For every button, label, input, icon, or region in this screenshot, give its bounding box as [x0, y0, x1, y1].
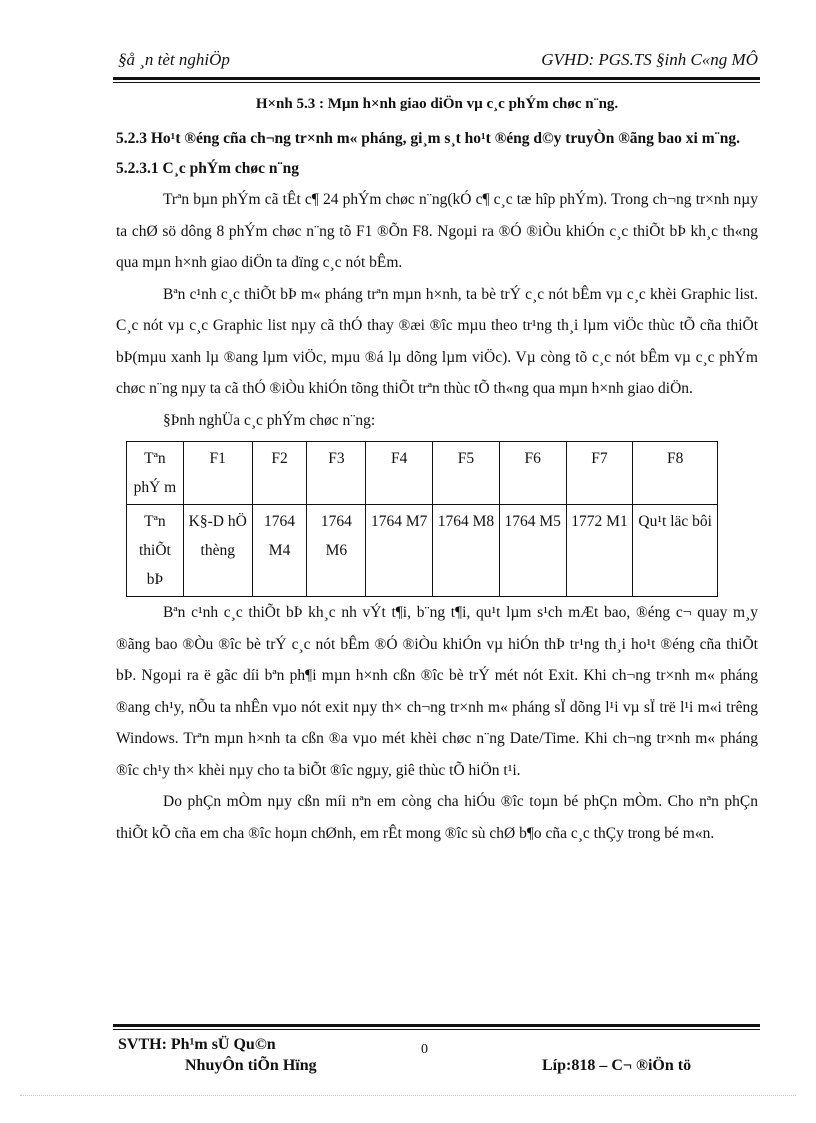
table-cell: Tªn phÝ m [127, 442, 184, 505]
header-rule-thin [113, 82, 760, 83]
header-right: GVHD: PGS.TS §inh C«ng MÔ [541, 50, 758, 69]
table-cell: F4 [366, 442, 433, 505]
footer-class: Líp:818 – C¬ ®iÖn tö [542, 1057, 692, 1074]
table-cell: 1764 M6 [307, 505, 366, 597]
paragraph-1: Trªn bµn phÝm cã tÊt c¶ 24 phÝm chøc n¨ng(kÓ c¶ c¸c tæ hîp phÝm). Trong ch¬ng tr×nh nµy ta chØ sö dông 8 phÝm chøc n¨ng tõ F1 ®Õn F8. Ngoµi ra ®Ó ®iÒu khiÓn c¸c thiÕt bÞ kh¸c th«ng qua mµn h×nh giao diÖn ta dïng c¸c nót bÊm. [116, 191, 758, 271]
table-cell: F7 [566, 442, 633, 505]
table-cell: Qu¹t läc bôi [633, 505, 718, 597]
function-key-table [126, 441, 718, 597]
page-number: 0 [421, 1042, 428, 1057]
paragraph-3: Bªn c¹nh c¸c thiÕt bÞ kh¸c nh vÝt t¶i, b¨ng t¶i, qu¹t lµm s¹ch mÆt bao, ®éng c¬ quay m¸y ®ãng bao ®Òu ®îc bè trÝ c¸c nót bÊm ®Ó ®iÒu khiÓn vµ hiÓn thÞ tr¹ng th¸i ho¹t ®éng cña thiÕt bÞ. Ngoµi ra ë gãc díi bªn ph¶i mµn h×nh cßn ®îc bè trÝ mét nót Exit. Khi ch¬ng tr×nh m« pháng ®ang ch¹y, nÕu ta nhÊn vµo nót exit nµy th× ch¬ng tr×nh m« pháng sÏ dõng l¹i vµ sÏ trë l¹i m«i trêng Windows. Trªn mµn h×nh ta cßn ®a vµo mét khèi chøc n¨ng Date/Time. Khi ch¬ng tr×nh m« pháng ®îc ch¹y th× khèi nµy cho ta biÕt ®îc ngµy, giê thùc tÕ hiÖn t¹i. [116, 604, 758, 779]
table-cell: 1764 M5 [499, 505, 566, 597]
page-content [116, 92, 758, 849]
table-row [127, 442, 718, 505]
section-heading-5-2-3-1: 5.2.3.1 C¸c phÝm chøc n¨ng [116, 160, 299, 177]
footer-rule-thin [113, 1029, 760, 1030]
table-cell: K§-D hÖ thèng [183, 505, 252, 597]
paragraph-2: Bªn c¹nh c¸c thiÕt bÞ m« pháng trªn mµn h×nh, ta bè trÝ c¸c nót bÊm vµ c¸c khèi Graphic list. C¸c nót vµ c¸c Graphic list nµy cã thÓ thay ®æi ®îc mµu theo tr¹ng th¸i lµm viÖc thùc tÕ cña thiÕt bÞ(mµu xanh lµ ®ang lµm viÖc, mµu ®á lµ dõng lµm viÖc). Vµ còng tõ c¸c nót bÊm vµ c¸c phÝm chøc n¨ng nµy ta cã thÓ ®iÒu khiÓn tõng thiÕt trªn thùc tÕ th«ng qua mµn h×nh giao diÖn. [116, 285, 758, 397]
table-row [127, 505, 718, 597]
page-bottom-divider [20, 1095, 796, 1096]
table-cell: 1764 M4 [252, 505, 307, 597]
table-cell: F8 [633, 442, 718, 505]
footer-student-2: NhuyÔn tiÕn Hïng [185, 1057, 317, 1074]
table-cell: 1772 M1 [566, 505, 633, 597]
table-cell: F2 [252, 442, 307, 505]
table-cell: F6 [499, 442, 566, 505]
table-cell: F5 [433, 442, 500, 505]
table-cell: 1764 M7 [366, 505, 433, 597]
table-cell: F3 [307, 442, 366, 505]
header-left: §å ¸n tèt nghiÖp [118, 50, 230, 69]
paragraph-4: Do phÇn mÒm nµy cßn míi nªn em còng cha hiÓu ®îc toµn bé phÇn mÒm. Cho nªn phÇn thiÕt kÕ cña em cha ®îc hoµn chØnh, em rÊt mong ®îc sù chØ b¶o cña c¸c thÇy trong bé m«n. [116, 793, 758, 842]
table-cell: F1 [183, 442, 252, 505]
table-cell: 1764 M8 [433, 505, 500, 597]
table-cell: Tªn thiÕt bÞ [127, 505, 184, 597]
footer-student: SVTH: Ph¹m sÜ Qu©n [118, 1036, 276, 1053]
section-heading-5-2-3: 5.2.3 Ho¹t ®éng cña ch¬ng tr×nh m« pháng, gi¸m s¸t ho¹t ®éng d©y truyÒn ®ãng bao xi m¨ng. [116, 130, 741, 147]
table-intro: §Þnh nghÜa c¸c phÝm chøc n¨ng: [163, 411, 376, 429]
figure-caption: H×nh 5.3 : Mµn h×nh giao diÖn vµ c¸c phÝm chøc n¨ng. [255, 96, 619, 112]
header-rule-thick [113, 77, 760, 80]
footer-rule-thick [113, 1024, 760, 1027]
